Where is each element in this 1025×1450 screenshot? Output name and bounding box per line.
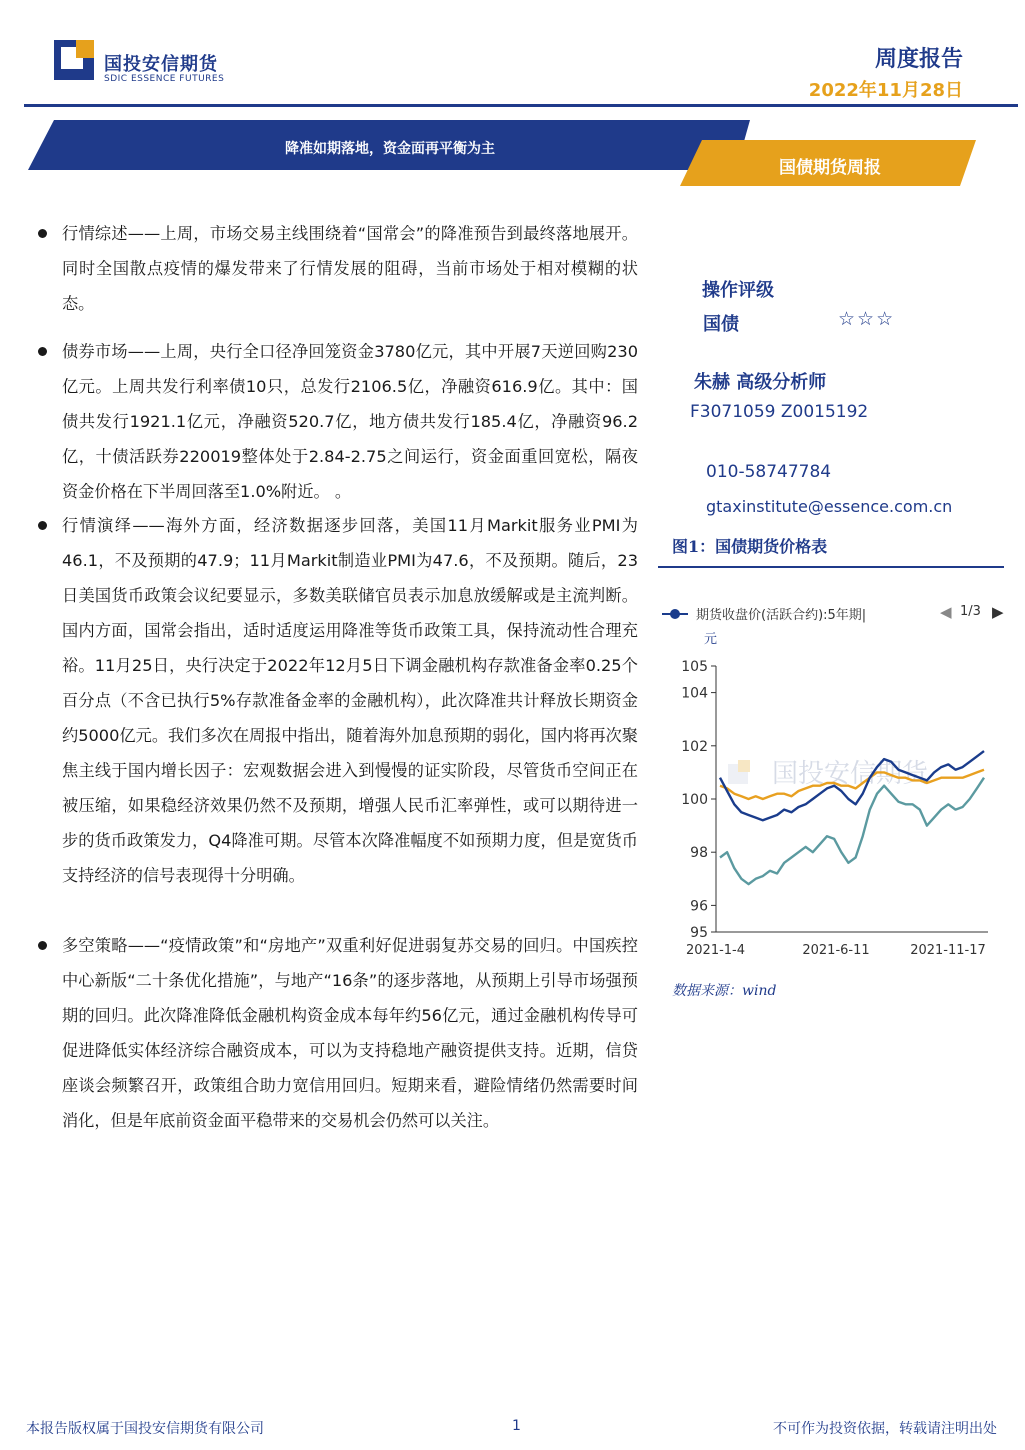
y-tick-label: 102 (681, 738, 708, 755)
contact-phone: 010-58747784 (706, 462, 832, 482)
rating-stars: ☆☆☆ (838, 308, 896, 330)
footer-disclaimer: 不可作为投资依据，转载请注明出处 (773, 1421, 997, 1437)
footer-copyright: 本报告版权属于国投安信期货有限公司 (26, 1421, 264, 1437)
legend-page: 1/3 (960, 604, 981, 619)
paragraph-market-interpretation: 行情演绎——海外方面，经济数据逐步回落，美国11月Markit服务业PMI为46.1，不及预期的47.9；11月Markit制造业PMI为47.6，不及预期。随后，23日美国货币政策会议纪要显示，多数美联储官员表示加息放缓解或是主流判断。国内方面，国常会指出，适时适度运用降准等货币政策工具，保持流动性合理充裕。11月25日，央行决定于2022年12月5日下调金融机构存款准备金率0.25个百分点（不含已执行5%存款准备金率的金融机构），此次降准共计释放长期资金约5000亿元。我们多次在周报中指出，随着海外加息预期的弱化，国内将再次聚焦主线于国内增长因子：宏观数据会进入到慢慢的证实阶段，尽管货币空间正在被压缩，如果稳经济效果仍然不及预期，增强人民币汇率弹性，或可以期待进一步的货币政策发力，Q4降准可期。尽管本次降准幅度不如预期力度，但是宽货币支持经济的信号表现得十分明确。 (38, 508, 638, 893)
rating-name: 国债 (703, 314, 739, 335)
bullet-icon (38, 941, 47, 950)
data-source: 数据来源：wind (672, 983, 777, 999)
report-date: 2022年11月28日 (808, 80, 963, 101)
report-category: 国债期货周报 (779, 158, 881, 178)
bullet-icon (38, 229, 47, 238)
y-tick-label: 100 (681, 792, 708, 808)
company-logo-icon (54, 40, 94, 80)
header-divider (24, 104, 1018, 107)
paragraph-strategy: 多空策略——“疫情政策”和“房地产”双重利好促进弱复苏交易的回归。中国疾控中心新版“二十条优化措施”，与地产“16条”的逐步落地，从预期上引导市场强预期的回归。此次降准降低金融机构资金成本每年约56亿元，通过金融机构传导可促进降低实体经济综合融资成本，可以为支持稳地产融资提供支持。近期，信贷座谈会频繁召开，政策组合助力宽信用回归。短期来看，避险情绪仍然需要时间消化，但是年底前资金面平稳带来的交易机会仍然可以关注。 (38, 928, 638, 1138)
x-tick-label: 2021-6-11 (802, 943, 870, 958)
y-tick-label: 95 (690, 925, 708, 941)
chart-legend (662, 602, 1012, 626)
y-axis-unit: 元 (704, 632, 718, 647)
legend-marker-icon (662, 606, 688, 622)
report-headline: 降准如期落地，资金面再平衡为主 (285, 141, 495, 157)
paragraph-market-summary: 行情综述——上周，市场交易主线围绕着“国常会”的降准预告到最终落地展开。同时全国散点疫情的爆发带来了行情发展的阻碍，当前市场处于相对模糊的状态。 (38, 216, 638, 321)
chart-watermark: 国投安信期货 (771, 759, 929, 789)
analyst-license: F3071059 Z0015192 (690, 402, 869, 422)
analyst-name: 朱赫 高级分析师 (694, 372, 827, 393)
legend-next-icon[interactable]: ▶ (992, 603, 1004, 621)
figure-divider (658, 566, 1004, 568)
paragraph-bond-market: 债券市场——上周，央行全口径净回笼资金3780亿元，其中开展7天逆回购230亿元。上周共发行利率债10只，总发行2106.5亿，净融资616.9亿。其中：国债共发行1921.1亿元，净融资520.7亿，地方债共发行185.4亿，净融资96.2亿，十债活跃券220019整体处于2.84-2.75之间运行，资金面重回宽松，隔夜资金价格在下半周回落至1.0%附近。 。 (38, 334, 638, 509)
y-tick-label: 104 (681, 685, 708, 702)
page-number: 1 (512, 1418, 521, 1434)
watermark-logo-icon (728, 760, 750, 784)
bullet-icon (38, 347, 47, 356)
y-tick-label: 105 (681, 659, 708, 675)
y-tick-label: 96 (690, 898, 708, 915)
company-name-en: SDIC ESSENCE FUTURES (104, 74, 225, 84)
figure-title: 图1：国债期货价格表 (672, 537, 828, 556)
report-type: 周度报告 (874, 47, 963, 72)
x-tick-label: 2021-11-17 (910, 943, 986, 958)
y-tick-label: 98 (690, 845, 708, 862)
futures-price-chart (660, 650, 1000, 962)
bullet-icon (38, 521, 47, 530)
rating-label: 操作评级 (702, 280, 774, 301)
legend-label: 期货收盘价(活跃合约):5年期| (696, 608, 867, 623)
company-name-cn: 国投安信期货 (104, 54, 218, 75)
x-tick-label: 2021-1-4 (686, 943, 746, 958)
series-line-teal (720, 778, 984, 884)
legend-prev-icon[interactable]: ◀ (940, 603, 952, 621)
contact-email: gtaxinstitute@essence.com.cn (706, 497, 953, 516)
